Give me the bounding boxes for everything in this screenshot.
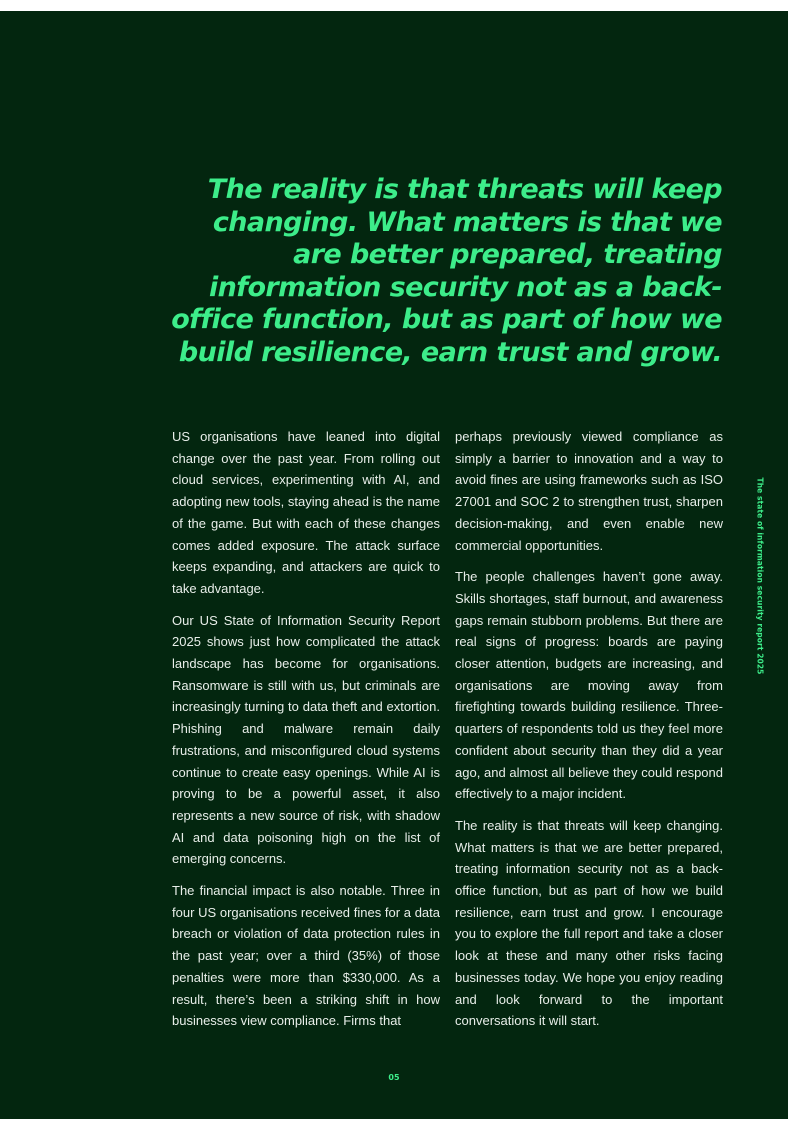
paragraph: The financial impact is also notable. Three in four US organisations received fines for a data breach or violation of data protection rules in the past year; over a third (35%) of those penalties were more than $330,000. As a result, there’s been a striking shift in how businesses view compliance. Firms that <box>172 883 440 1029</box>
report-page <box>0 11 788 1119</box>
paragraph: The reality is that threats will keep changing. What matters is that we are better prepared, treating information security not as a back-office function, but as part of how we build resilience, earn trust and grow. I encourage you to explore the full report and take a closer look at these and many other risks facing businesses today. We hope you enjoy reading and look forward to the important conversations it will start. <box>455 817 723 1029</box>
paragraph: US organisations have leaned into digital change over the past year. From rolling out cloud services, experimenting with AI, and adopting new tools, staying ahead is the name of the game. But with each of these changes comes added exposure. The attack surface keeps expanding, and attackers are quick to take advantage. <box>172 429 440 596</box>
paragraph: Our US State of Information Security Report 2025 shows just how complicated the attack landscape has become for organisations. Ransomware is still with us, but criminals are increasingly turning to data theft and extortion. Phishing and malware remain daily frustrations, and misconfigured cloud systems continue to create easy openings. While AI is proving to be a powerful asset, it also represents a new source of risk, with shadow AI and data poisoning high on the list of emerging concerns. <box>172 612 440 867</box>
column-left <box>172 426 440 1046</box>
paragraph: perhaps previously viewed compliance as simply a barrier to innovation and a way to avoid fines are using frameworks such as ISO 27001 and SOC 2 to strengthen trust, sharpen decision-making, and even enable new commercial opportunities. <box>455 429 723 553</box>
page-number: 05 <box>388 1073 400 1082</box>
body-text <box>172 426 723 1046</box>
report-title-side-label: The state of information security report 2025 <box>755 477 765 675</box>
pull-quote: The reality is that threats will keep changing. What matters is that we are better prepared, treating information security not as a back-office function, but as part of how we build resilience, earn trust and grow. <box>171 174 722 368</box>
paragraph: The people challenges haven’t gone away. Skills shortages, staff burnout, and awareness gaps remain stubborn problems. But there are real signs of progress: boards are paying closer attention, budgets are increasing, and organisations are moving away from firefighting towards building resilience. Three-quarters of respondents told us they feel more confident about security than they did a year ago, and almost all believe they could respond effectively to a major incident. <box>455 569 723 802</box>
column-right <box>455 426 723 1046</box>
